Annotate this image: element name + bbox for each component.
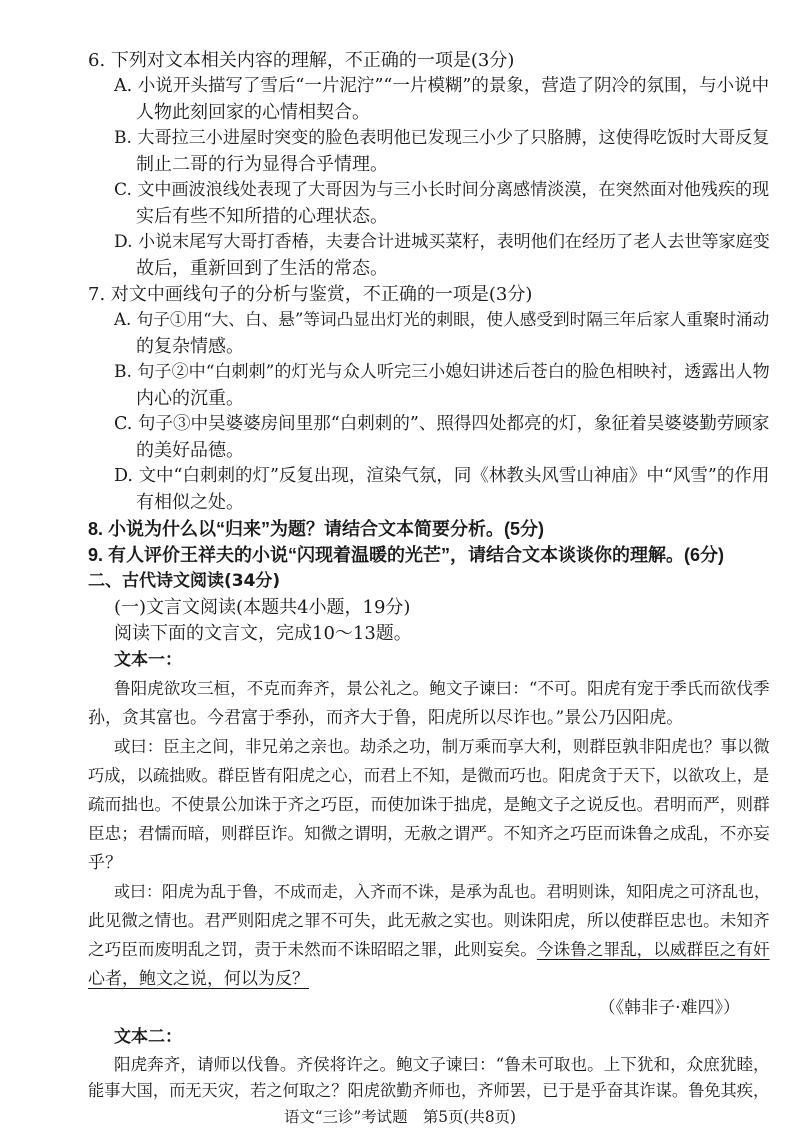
q7-option-a: A. 句子①用“大、白、悬”等词凸显出灯光的刺眼，使人感受到时隔三年后家人重聚时涌动 [114,310,770,329]
text-one-line: 乎？ [88,853,122,873]
text-two-paragraph: 阳虎奔齐，请师以伐鲁。齐侯将许之。鲍文子谏曰：“鲁未可取也。上下犹和，众庶犹睦， [114,1055,770,1074]
q6-option-a-cont: 人物此刻回家的心情相契合。 [136,102,370,123]
q7-option-d-cont: 有相似之处。 [136,492,244,513]
text-two-line: 能事大国，而无天灾，若之何取之？阳虎欲勤齐师也，齐师罢，已于是乎奋其诈谋。鲁免其疾， [88,1081,770,1100]
q7-option-c-cont: 的美好品德。 [136,440,244,461]
subsection-heading: (一)文言文阅读(本题共4小题，19分) [114,597,411,618]
text-two-label: 文本二： [114,1027,182,1047]
section-heading: 二、古代诗文阅读(34分) [88,571,281,591]
text-one-line: 此见微之情也。君严则阳虎之罪不可失，此无赦之实也。则诛阳虎，所以使群臣忠也。未知齐 [88,911,770,930]
q6-option-b: B. 大哥拉三小进屋时突变的脸色表明他已发现三小少了只胳膊，这使得吃饭时大哥反复 [114,128,770,148]
question-7-stem: 7. 对文中画线句子的分析与鉴赏，不正确的一项是(3分) [88,284,533,305]
text-one-paragraph: 或曰：臣主之间，非兄弟之亲也。劫杀之功，制万乘而享大利，则群臣孰非阳虎也？事以微 [114,737,770,756]
q6-option-c: C. 文中画波浪线处表现了大哥因为与三小长时间分离感情淡漠，在突然面对他残疾的现 [114,180,770,200]
text-one-line: 孙，贪其富也。今君富于季孙，而齐大于鲁，阳虎所以尽诈也。”景公乃囚阳虎。 [88,708,684,728]
reading-instruction: 阅读下面的文言文，完成10～13题。 [114,623,412,644]
q7-option-a-cont: 的复杂情感。 [136,336,244,357]
q6-option-a: A. 小说开头描写了雪后“一片泥泞”“一片模糊”的景象，营造了阴冷的氛围，与小说中 [114,76,770,96]
text-one-line: 疏而拙也。不使景公加诛于齐之巧臣，而使加诛于拙虎，是鲍文子之说反也。君明而严，则群 [88,795,770,814]
q7-option-b-cont: 内心的沉重。 [136,388,244,409]
text-one-label: 文本一： [114,650,182,670]
underlined-sentence-cont: 心者，鲍文之说，何以为反？ [88,969,309,989]
q7-option-c: C. 句子③中吴婆婆房间里那“白刺刺的”、照得四处都亮的灯，象征着吴婆婆勤劳顾家 [114,414,770,434]
question-9: 9. 有人评价王祥夫的小说“闪现着温暖的光芒”，请结合文本谈谈你的理解。(6分) [88,545,725,565]
text-one-line [88,942,770,959]
q7-option-b: B. 句子②中“白刺刺”的灯光与众人听完三小媳妇讲述后苍白的脸色相映衬，透露出人物 [114,362,770,382]
text-one-line: 臣忠；君懦而暗，则群臣诈。知微之谓明，无赦之谓严。不知齐之巧臣而诛鲁之成乱，不亦妄 [88,824,770,843]
q7-option-d: D. 文中“白刺刺的灯”反复出现，渲染气氛，同《林教头风雪山神庙》中“风雪”的作用 [114,466,770,486]
question-8: 8. 小说为什么以“归来”为题？请结合文本简要分析。(5分) [88,519,545,539]
page-footer: 语文“三诊”考试题 第5页(共8页) [283,1108,517,1126]
question-6-stem: 6. 下列对文本相关内容的理解，不正确的一项是(3分) [88,50,515,71]
text-one-paragraph: 鲁阳虎欲攻三桓，不克而奔齐，景公礼之。鲍文子谏曰：“不可。阳虎有宠于季氏而欲伐季 [114,679,770,698]
q6-option-d: D. 小说末尾写大哥打香椿，夫妻合计进城买菜籽，表明他们在经历了老人去世等家庭变 [114,232,770,252]
q6-option-c-cont: 实后有些不知所措的心理状态。 [136,206,388,227]
q6-option-d-cont: 故后，重新回到了生活的常态。 [136,258,388,279]
text-one-line: 巧成，以疏拙败。群臣皆有阳虎之心，而君上不知，是微而巧也。阳虎贪于天下，以欲攻上，是 [88,766,770,785]
underlined-sentence: 今诛鲁之罪乱，以威群臣之有奸 [536,940,770,959]
source-citation: （《韩非子·难四》） [598,998,740,1018]
text-one-paragraph: 或曰：阳虎为乱于鲁，不成而走，入齐而不诛，是承为乱也。君明则诛，知阳虎之可济乱也， [114,882,771,901]
text-one-line-part: 之巧臣而废明乱之罚，责于未然而不诛昭昭之罪，此则妄矣。 [88,940,537,959]
q6-option-b-cont: 制止二哥的行为显得合乎情理。 [136,154,388,175]
